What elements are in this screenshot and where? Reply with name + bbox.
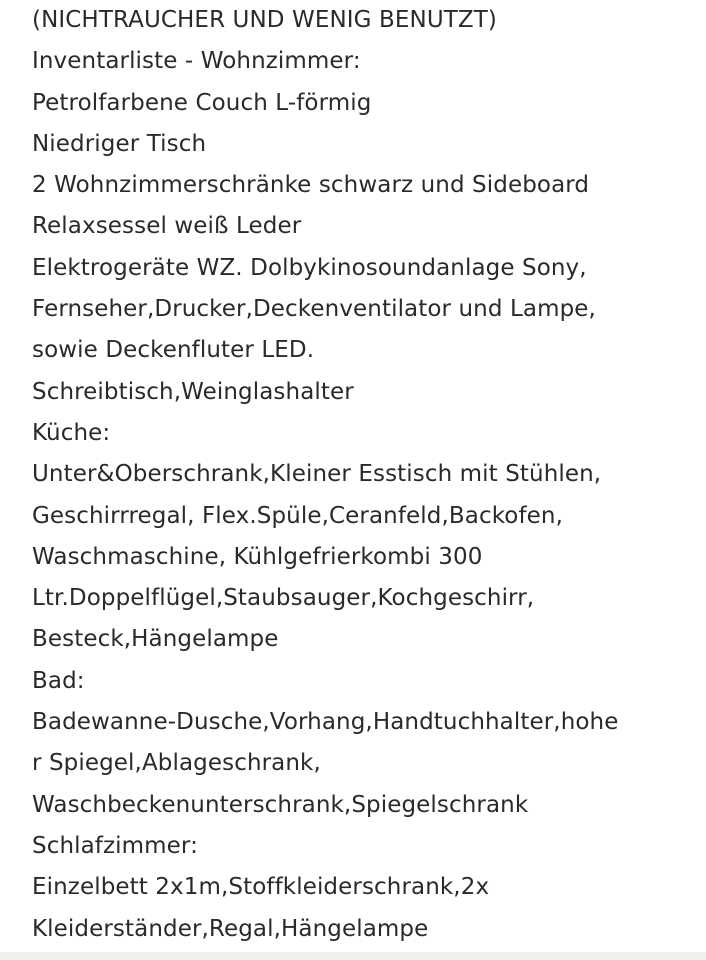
description-line: Niedriger Tisch (32, 130, 207, 157)
description-line: Schreibtisch,Weinglashalter (32, 378, 354, 405)
listing-description-text (32, 0, 692, 950)
description-line: Schlafzimmer: (32, 832, 198, 859)
description-line: Unter&Oberschrank,Kleiner Esstisch mit Stühlen, (32, 461, 602, 488)
description-line: Petrolfarbene Couch L-förmig (32, 89, 372, 116)
description-line: Geschirrregal, Flex.Spüle,Ceranfeld,Backofen, (32, 502, 564, 529)
page-bottom-edge (0, 952, 706, 960)
description-line: r Spiegel,Ablageschrank, (32, 750, 321, 777)
description-line: Badewanne-Dusche,Vorhang,Handtuchhalter,hohe (32, 709, 619, 736)
description-line: Fernseher,Drucker,Deckenventilator und Lampe, (32, 296, 596, 323)
description-line: Waschbeckenunterschrank,Spiegelschrank (32, 791, 529, 818)
description-line: sowie Deckenfluter LED. (32, 337, 315, 364)
description-line: 2 Wohnzimmerschränke schwarz und Sideboard (32, 172, 590, 199)
description-line: Relaxsessel weiß Leder (32, 213, 302, 240)
description-line: Küche: (32, 419, 111, 446)
description-line: Inventarliste - Wohnzimmer: (32, 48, 361, 75)
description-line: Kleiderständer,Regal,Hängelampe (32, 915, 429, 942)
description-line: Waschmaschine, Kühlgefrierkombi 300 (32, 543, 483, 570)
description-line: (NICHTRAUCHER UND WENIG BENUTZT) (32, 7, 497, 33)
description-line: Besteck,Hängelampe (32, 626, 279, 653)
description-line: Bad: (32, 667, 85, 694)
description-line: Ltr.Doppelflügel,Staubsauger,Kochgeschirr, (32, 585, 535, 612)
description-line: Elektrogeräte WZ. Dolbykinosoundanlage Sony, (32, 254, 587, 281)
description-line: Einzelbett 2x1m,Stoffkleiderschrank,2x (32, 874, 490, 901)
